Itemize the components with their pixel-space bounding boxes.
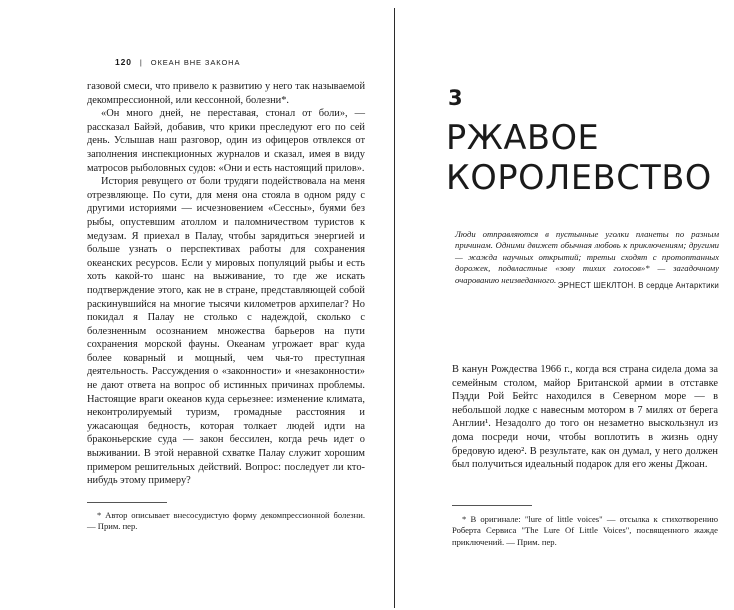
footnote-divider [452, 505, 532, 506]
page-gutter-line [394, 8, 395, 608]
left-body-text [87, 80, 365, 488]
epigraph-attribution: ЭРНЕСТ ШЕКЛТОН. В сердце Антарктики [557, 281, 719, 290]
running-head-title: ОКЕАН ВНЕ ЗАКОНА [150, 58, 241, 67]
running-head [115, 57, 240, 67]
paragraph: «Он много дней, не переставая, стонал от боли», — рассказал Байэй, добавив, что крики преследуют его по сей день. Услышав наш разговор, один из офицеров отвлекся от заполнения инспекционных журналов и сказал, имея в виду матросов рыболовных судов: «Они и есть настоящий прилов». [87, 108, 365, 174]
footnote-divider [87, 502, 167, 503]
running-head-separator: | [139, 58, 143, 67]
page-number: 120 [115, 57, 132, 67]
right-body-text [452, 363, 718, 472]
right-footnote: * В оригинале: "lure of little voices" — отсылка к стихотворению Роберта Сервиса "The Lure Of Little Voices", посвященного жажде приключений. — Прим. пер. [452, 514, 718, 547]
chapter-title: РЖАВОЕ КОРОЛЕВСТВО [446, 118, 712, 197]
paragraph: газовой смеси, что привело к развитию у него так называемой декомпрессионной, или кессонной, болезни*. [87, 81, 365, 106]
paragraph: В канун Рождества 1966 г., когда вся страна сидела дома за семейным столом, майор Британской армии в отставке Пэдди Рой Бейтс находился в Северном море — в небольшой лодке с навесным мотором в 7 милях от берега Англии¹. Незадолго до того он незаметно выскользнул из дома посреди ночи, чтобы воплотить в жизнь одну бредовую идею². В результате, как он думал, у него должен был получиться идеальный подарок для его жены Джоан. [452, 364, 718, 471]
epigraph: Люди отправляются в пустынные уголки планеты по разным причинам. Одними движет обычная любовь к приключениям; другими — жажда научных открытий; третьи сходят с протоптанных дорожек, подвластные «зову тихих голосов»* — загадочному очарованию неизведанного. [455, 229, 719, 285]
left-footnote: * Автор описывает внесосудистую форму декомпрессионной болезни. — Прим. пер. [87, 510, 365, 532]
paragraph: История ревущего от боли трудяги подействовала на меня отрезвляюще. По сути, для меня она стояла в одном ряду с другими историями — исчезновением «Сессны», буями без рыбы, опустевшим атоллом и паломничеством туристов к медузам. Я приехал в Палау, чтобы зарядиться энергией и больше узнать о перспективах работы для сохранения океанских ресурсов. Если у мировых популяций рыбы и есть хоть какой-то шанс на выживание, то где же искать подтверждение этого, как не в стране, представляющей собой раскинувшийся на многие тысячи километров архипелаг? Но покидал я Палау не столько с надеждой, сколько с болезненным осознанием множества барьеров на пути сохранения морской фауны. Океанам угрожает враг куда более коварный и мощный, чем чья-то преступная деятельность. Рассуждения о «законности» и «незаконности» не дают ответа на вопрос об истинных причинах проблемы. Настоящие враги океанов куда серьезнее: изменение климата, неконтролируемый туризм, громадные расстояния и ужасающая бедность, которая толкает людей идти на браконьерские суда — закон бессилен, когда речь идет о выживании. В этой неравной схватке Палау служит хорошим примером решительных действий. Вопрос: последует ли кто-нибудь этому примеру? [87, 176, 365, 487]
chapter-number: 3 [448, 86, 463, 110]
